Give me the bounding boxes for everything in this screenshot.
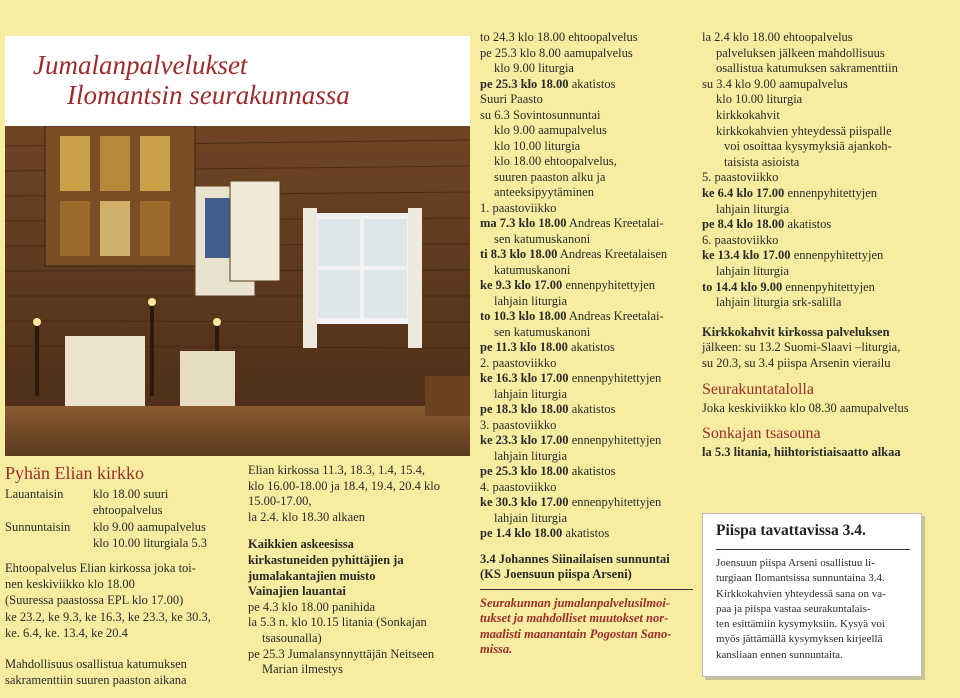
schedule-line: ke 16.3 klo 17.00 ennenpyhitettyjen — [480, 371, 662, 385]
column-2 — [248, 463, 473, 678]
schedule-line: 5. paastoviikko — [702, 170, 779, 185]
sonkaja-text: la 5.3 litania, hiihtoristiaisaatto alkaa — [702, 445, 901, 460]
schedule-line: to 10.3 klo 18.00 Andreas Kreetalai- — [480, 309, 664, 323]
schedule-line: pe 8.4 klo 18.00 akatistos — [702, 217, 832, 232]
schedule-line: sen katumuskanoni — [494, 324, 591, 339]
schedule-line: lahjain liturgia — [494, 510, 568, 525]
schedule-line: su 6.3 Sovintosunnuntai — [480, 107, 601, 122]
schedule-line: pe 25.3 klo 18.00 akatistos — [480, 464, 616, 478]
piispa-line: Kirkkokahvien yhteydessä sana on va- — [716, 587, 886, 600]
schedule-line: taisista asioista — [724, 154, 800, 169]
col2-p3-line: pe 4.3 klo 18.00 panihida — [248, 599, 376, 614]
col3-schedule — [480, 30, 695, 542]
sunday-row-2 — [5, 535, 240, 551]
kahvit-line: jälkeen: su 13.2 Suomi-Slaavi –liturgia, — [702, 340, 901, 355]
schedule-line: su 3.4 klo 9.00 aamupalvelus — [702, 76, 848, 91]
pyhan-p2-line: sakramenttiin suuren paaston aikana — [5, 673, 187, 688]
schedule-line: suuren paaston alku ja — [494, 169, 606, 184]
col3-italic-note: Seurakunnan jumalanpalvelusilmoi- — [480, 595, 670, 610]
col2-p2-line: kirkastuneiden pyhittäjien ja — [248, 552, 404, 567]
schedule-line: Suuri Paasto — [480, 92, 543, 106]
column-4 — [702, 30, 942, 461]
page-subtitle: Ilomantsin seurakunnassa — [67, 80, 350, 110]
col2-p2-line: Kaikkien askeesissa — [248, 537, 354, 552]
schedule-line: to 14.4 klo 9.00 ennenpyhitettyjen — [702, 279, 875, 294]
schedule-line: ke 23.3 klo 17.00 ennenpyhitettyjen — [480, 433, 662, 447]
pyhan-elian-heading: Pyhän Elian kirkko — [5, 463, 144, 483]
schedule-line: pe 25.3 klo 18.00 akatistos — [480, 76, 616, 91]
schedule-line: pe 1.4 klo 18.00 akatistos — [480, 526, 610, 540]
piispa-box — [702, 513, 922, 677]
col2-p3-line: tsasounalla) — [262, 630, 322, 645]
schedule-line: klo 10.00 liturgia — [494, 138, 581, 153]
schedule-line: ke 6.4 klo 17.00 ennenpyhitettyjen — [702, 185, 877, 200]
schedule-line: ke 13.4 klo 17.00 ennenpyhitettyjen — [702, 248, 884, 263]
schedule-line: lahjain liturgia — [716, 201, 790, 216]
col2-p1-line: klo 16.00-18.00 ja 18.4, 19.4, 20.4 klo — [248, 478, 441, 493]
schedule-line: klo 9.00 liturgia — [494, 61, 574, 75]
col2-p3-line: Marian ilmestys — [262, 662, 343, 677]
piispa-divider — [716, 549, 910, 550]
piispa-line: turgiaan Ilomantsissa sunnuntaina 3.4. — [716, 572, 885, 585]
col2-p2-line: jumalakantajien muisto — [248, 568, 376, 583]
schedule-line: osallistua katumuksen sakramenttiin — [716, 61, 898, 76]
piispa-heading: Piispa tavattavissa 3.4. — [716, 522, 866, 539]
schedule-line: 3. paastoviikko — [480, 417, 557, 432]
schedule-line: ti 8.3 klo 18.00 Andreas Kreetalaisen — [480, 247, 668, 261]
sun-label: Sunnuntaisin — [5, 519, 71, 534]
piispa-line: Joensuun piispa Arseni osallistuu li- — [716, 557, 875, 569]
schedule-line: klo 18.00 ehtoopalvelus, — [494, 154, 617, 168]
schedule-line: kirkkokahvit — [716, 107, 780, 122]
schedule-line: pe 25.3 klo 8.00 aamupalvelus — [480, 45, 633, 60]
title-box — [5, 36, 470, 126]
sun-line2: klo 10.00 liturgiala 5.3 — [93, 536, 207, 551]
schedule-line: sen katumuskanoni — [494, 231, 591, 246]
col3-italic-note: missa. — [480, 642, 513, 656]
pyhan-p2-line: Mahdollisuus osallistua katumuksen — [5, 656, 187, 671]
col3-bold-note: (KS Joensuun piispa Arseni) — [480, 567, 632, 581]
kahvit-line: su 20.3, su 3.4 piispa Arsenin vierailu — [702, 355, 891, 370]
piispa-text — [716, 556, 910, 663]
schedule-line: lahjain liturgia — [494, 293, 568, 308]
church-interior-photo — [5, 126, 470, 456]
schedule-line: la 2.4 klo 18.00 ehtoopalvelus — [702, 30, 853, 44]
schedule-line: kirkkokahvien yhteydessä piispalle — [716, 123, 892, 138]
piispa-line: paa ja piispa vastaa seurakuntalais- — [716, 602, 871, 615]
kahvit-line: Kirkkokahvit kirkossa palveluksen — [702, 324, 890, 339]
schedule-line: klo 9.00 aamupalvelus — [494, 123, 607, 137]
pyhan-p1-line: Ehtoopalvelus Elian kirkossa joka toi- — [5, 560, 196, 575]
sunday-row — [5, 519, 240, 535]
col2-p2-line: Vainajien lauantai — [248, 584, 346, 599]
schedule-line: anteeksipyytäminen — [494, 185, 594, 199]
sat-label: Lauantaisin — [5, 487, 64, 501]
pyhan-p1-line: ke. 6.4, ke. 13.4, ke 20.4 — [5, 626, 128, 641]
schedule-line: lahjain liturgia — [494, 386, 568, 401]
page-title: Jumalanpalvelukset — [33, 50, 248, 80]
pyhan-p1-line: (Suuressa paastossa EPL klo 17.00) — [5, 593, 184, 608]
schedule-line: klo 10.00 liturgia — [716, 92, 803, 107]
col3-divider — [480, 589, 693, 590]
schedule-line: lahjain liturgia — [716, 263, 790, 278]
sonkaja-heading: Sonkajan tsasouna — [702, 425, 821, 443]
col2-p3-line: pe 25.3 Jumalansynnyttäjän Neitseen — [248, 646, 435, 661]
pyhan-p1-line: ke 23.2, ke 9.3, ke 16.3, ke 23.3, ke 30.3, — [5, 609, 211, 624]
piispa-line: kansliaan ennen sunnuntaita. — [716, 648, 843, 661]
col2-p1-line: la 2.4. klo 18.30 alkaen — [248, 509, 365, 524]
schedule-line: voi osoittaa kysymyksiä ajankoh- — [724, 139, 892, 154]
col2-p1-line: 15.00-17.00, — [248, 494, 312, 509]
seurakuntatalo-heading: Seurakuntatalolla — [702, 381, 814, 399]
schedule-line: palveluksen jälkeen mahdollisuus — [716, 45, 885, 60]
col2-p1-line: Elian kirkossa 11.3, 18.3, 1.4, 15.4, — [248, 463, 425, 477]
piispa-line: myös jättämällä kysymyksen kirjeellä — [716, 633, 883, 646]
schedule-line: pe 11.3 klo 18.00 akatistos — [480, 340, 615, 354]
schedule-line: katumuskanoni — [494, 262, 571, 277]
schedule-line: ke 9.3 klo 17.00 ennenpyhitettyjen — [480, 278, 655, 292]
col2-p3-line: la 5.3 n. klo 10.15 litania (Sonkajan — [248, 615, 427, 630]
schedule-line: ke 30.3 klo 17.00 ennenpyhitettyjen — [480, 495, 662, 509]
column-3 — [480, 30, 695, 658]
seurakuntatalo-text: Joka keskiviikko klo 08.30 aamupalvelus — [702, 401, 909, 416]
pyhan-elian-kirkko-section — [5, 460, 240, 688]
sat-line2: ehtoopalvelus — [93, 503, 163, 518]
schedule-line: pe 18.3 klo 18.00 akatistos — [480, 402, 616, 416]
pyhan-p1-line: nen keskiviikko klo 18.00 — [5, 577, 135, 592]
schedule-line: 1. paastoviikko — [480, 200, 557, 215]
schedule-line: 2. paastoviikko — [480, 355, 557, 370]
piispa-line: ten esittämiin kysymyksiin. Kysyä voi — [716, 618, 885, 631]
sun-line1: klo 9.00 aamupalvelus — [93, 519, 206, 534]
schedule-line: 6. paastoviikko — [702, 232, 779, 247]
schedule-line: lahjain liturgia — [494, 448, 568, 463]
schedule-line: 4. paastoviikko — [480, 479, 557, 494]
sat-line1: klo 18.00 suuri — [93, 487, 169, 501]
col4-schedule — [702, 30, 942, 311]
saturday-row-2 — [5, 502, 240, 518]
saturday-row — [5, 486, 240, 502]
schedule-line: lahjain liturgia srk-salilla — [716, 295, 842, 310]
col3-bold-note: 3.4 Johannes Siinailaisen sunnuntai — [480, 551, 670, 566]
col3-italic-note: tukset ja mahdolliset muutokset nor- — [480, 611, 669, 625]
schedule-line: to 24.3 klo 18.00 ehtoopalvelus — [480, 30, 638, 44]
col3-italic-note: maalisti maanantain Pogostan Sano- — [480, 626, 672, 641]
schedule-line: ma 7.3 klo 18.00 Andreas Kreetalai- — [480, 216, 664, 230]
